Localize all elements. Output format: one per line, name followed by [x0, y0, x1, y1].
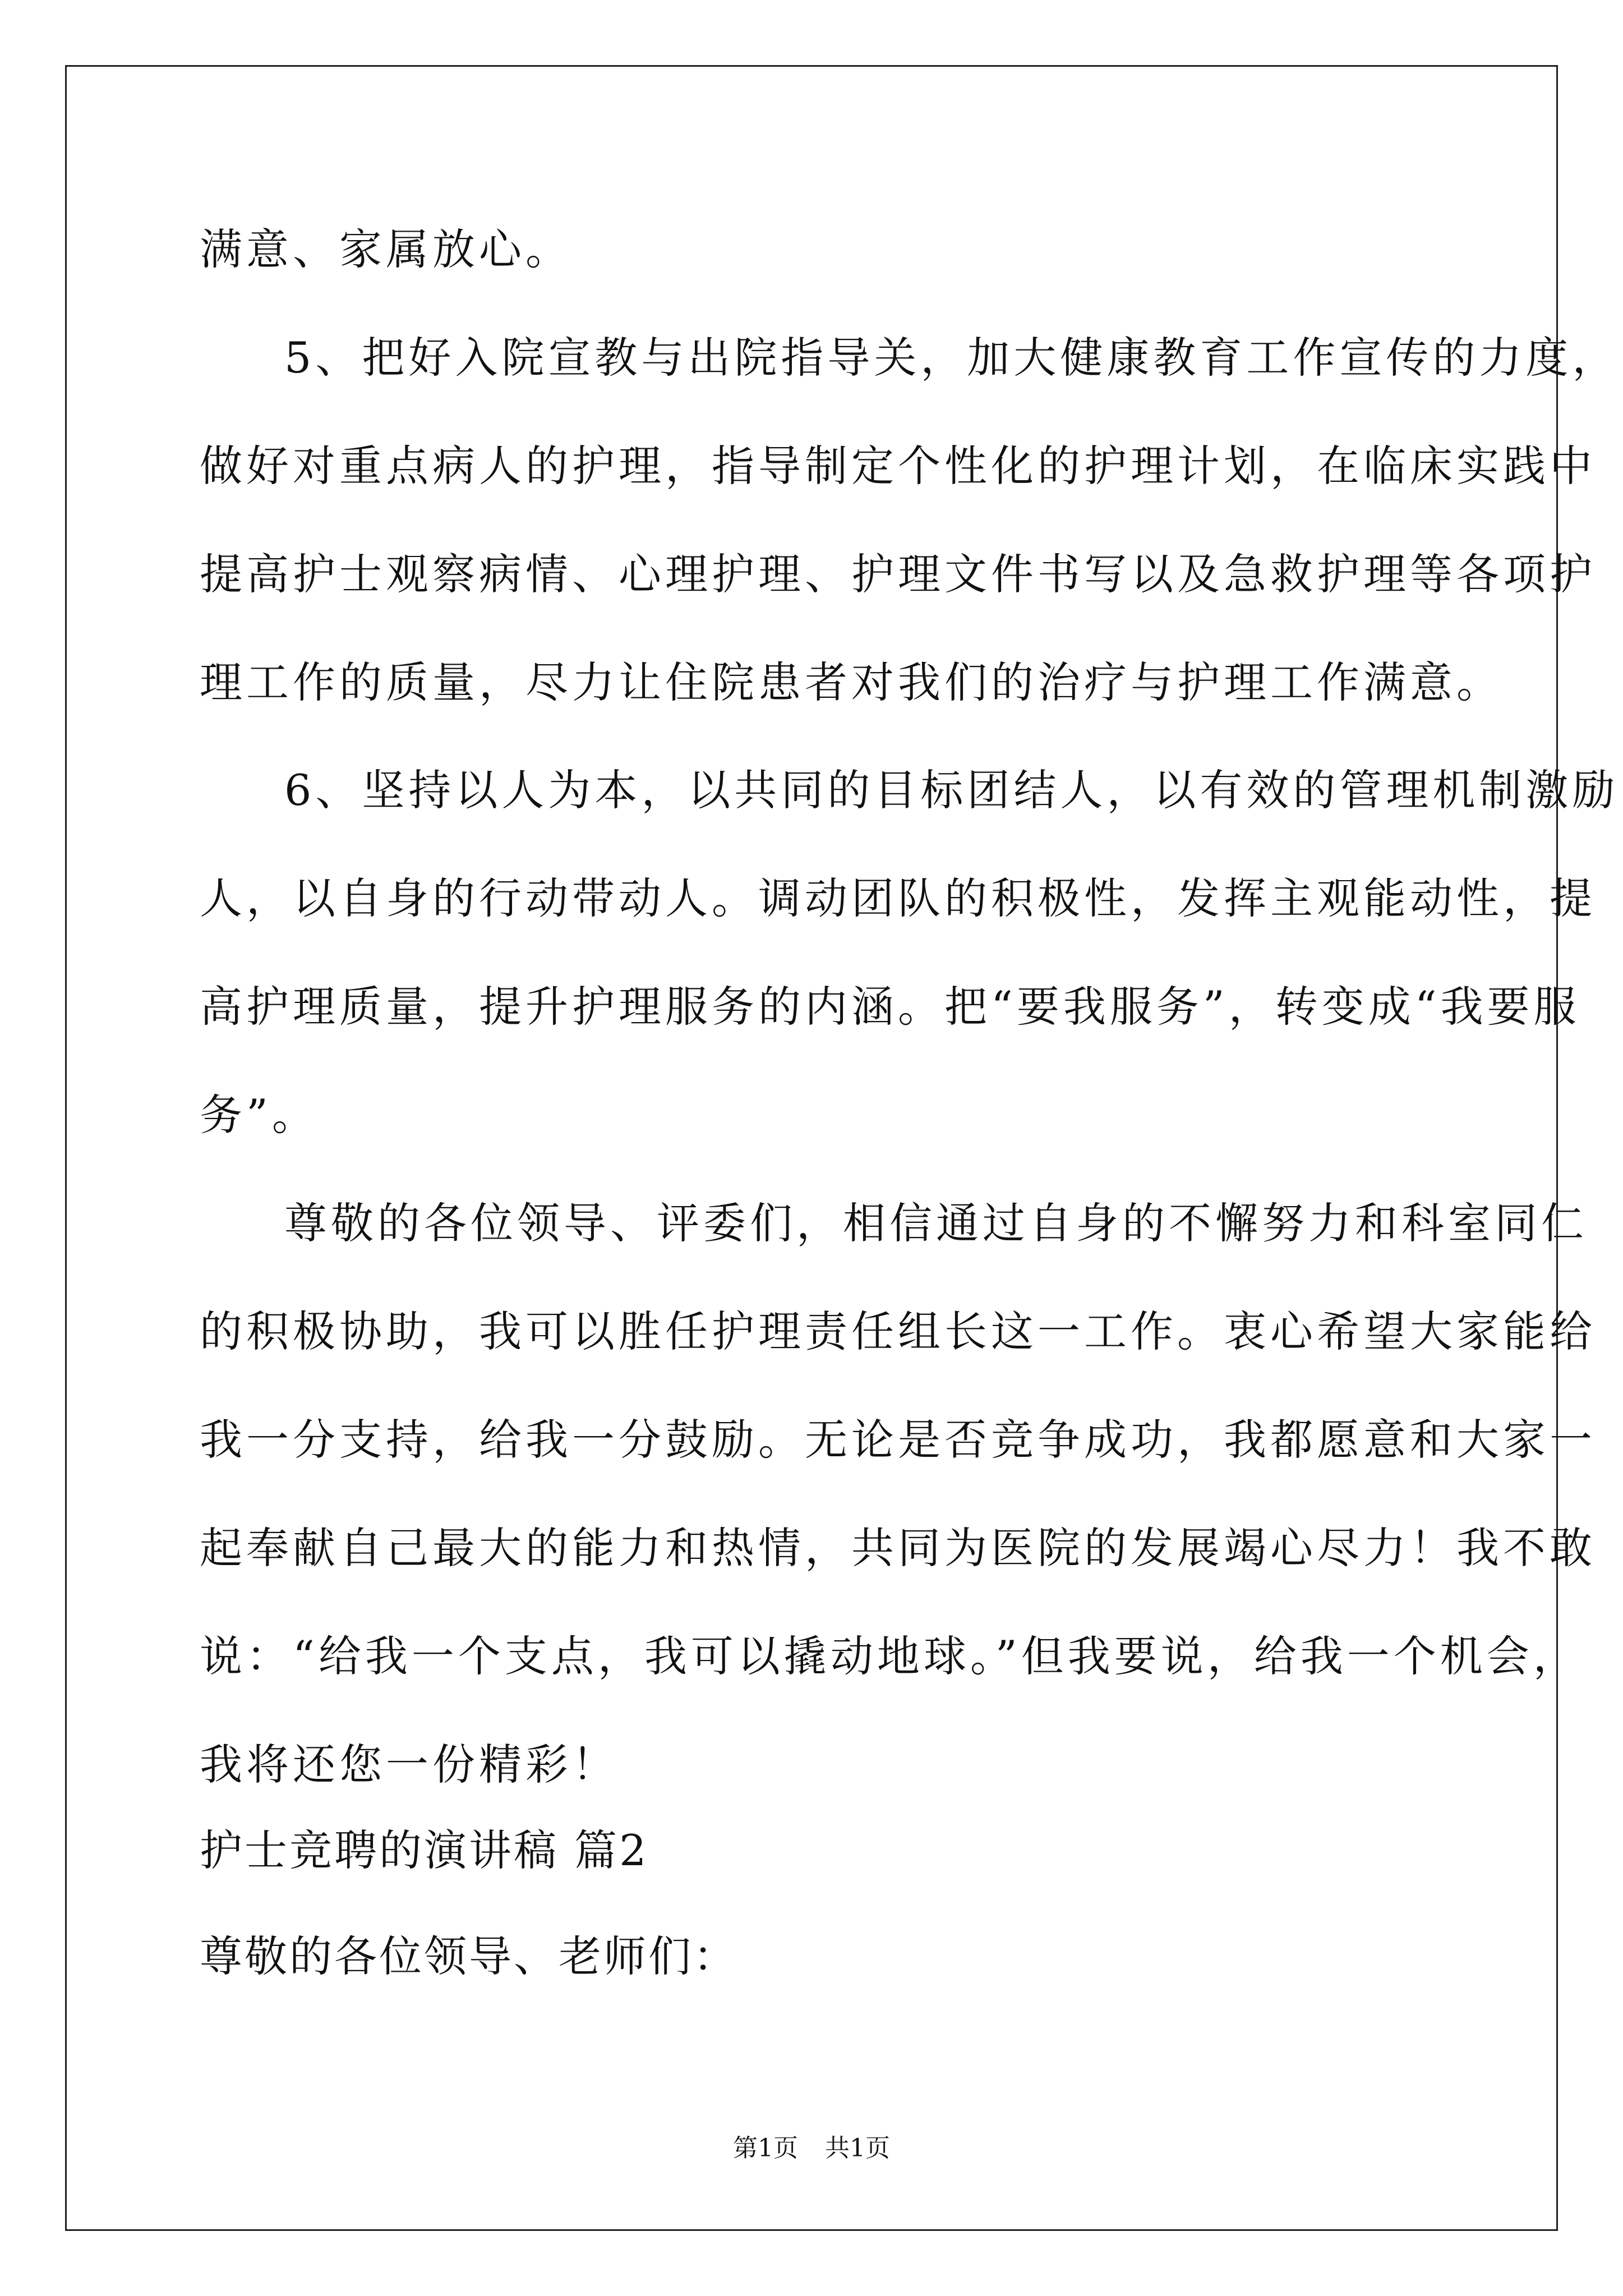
- text-line-7: 人，以自身的行动带动人。调动团队的积极性，发挥主观能动性，提: [200, 873, 1596, 923]
- text-line-13: 起奉献自己最大的能力和热情，共同为医院的发展竭心尽力！我不敢: [200, 1523, 1596, 1573]
- page-number-total: 共1页: [825, 2134, 890, 2162]
- text-line-10: 尊敬的各位领导、评委们，相信通过自身的不懈努力和科室同仁: [284, 1198, 1588, 1248]
- page-border: [65, 65, 1558, 2231]
- text-line-12: 我一分支持，给我一分鼓励。无论是否竞争成功，我都愿意和大家一: [200, 1415, 1596, 1465]
- page-footer: [0, 2136, 1623, 2161]
- text-line-6: 6、坚持以人为本，以共同的目标团结人，以有效的管理机制激励: [284, 765, 1619, 815]
- text-line-2: 5、把好入院宣教与出院指导关，加大健康教育工作宣传的力度，: [284, 333, 1619, 383]
- text-line-15: 我将还您一份精彩！: [200, 1740, 619, 1789]
- text-line-4: 提高护士观察病情、心理护理、护理文件书写以及急救护理等各项护: [200, 549, 1596, 599]
- text-line-11: 的积极协助，我可以胜任护理责任组长这一工作。衷心希望大家能给: [200, 1306, 1596, 1356]
- text-line-3: 做好对重点病人的护理，指导制定个性化的护理计划，在临床实践中: [200, 441, 1596, 491]
- text-line-9: 务”。: [200, 1090, 319, 1140]
- text-line-1: 满意、家属放心。: [200, 224, 572, 274]
- section-heading: 护士竞聘的演讲稿 篇2: [200, 1825, 649, 1875]
- text-line-5: 理工作的质量，尽力让住院患者对我们的治疗与护理工作满意。: [200, 657, 1503, 707]
- text-line-14: 说：“给我一个支点，我可以撬动地球。”但我要说，给我一个机会，: [200, 1631, 1580, 1681]
- text-line-8: 高护理质量，提升护理服务的内涵。把“要我服务”，转变成“我要服: [200, 982, 1580, 1032]
- page-number-current: 第1页: [733, 2134, 798, 2162]
- salutation-line: 尊敬的各位领导、老师们：: [200, 1931, 738, 1981]
